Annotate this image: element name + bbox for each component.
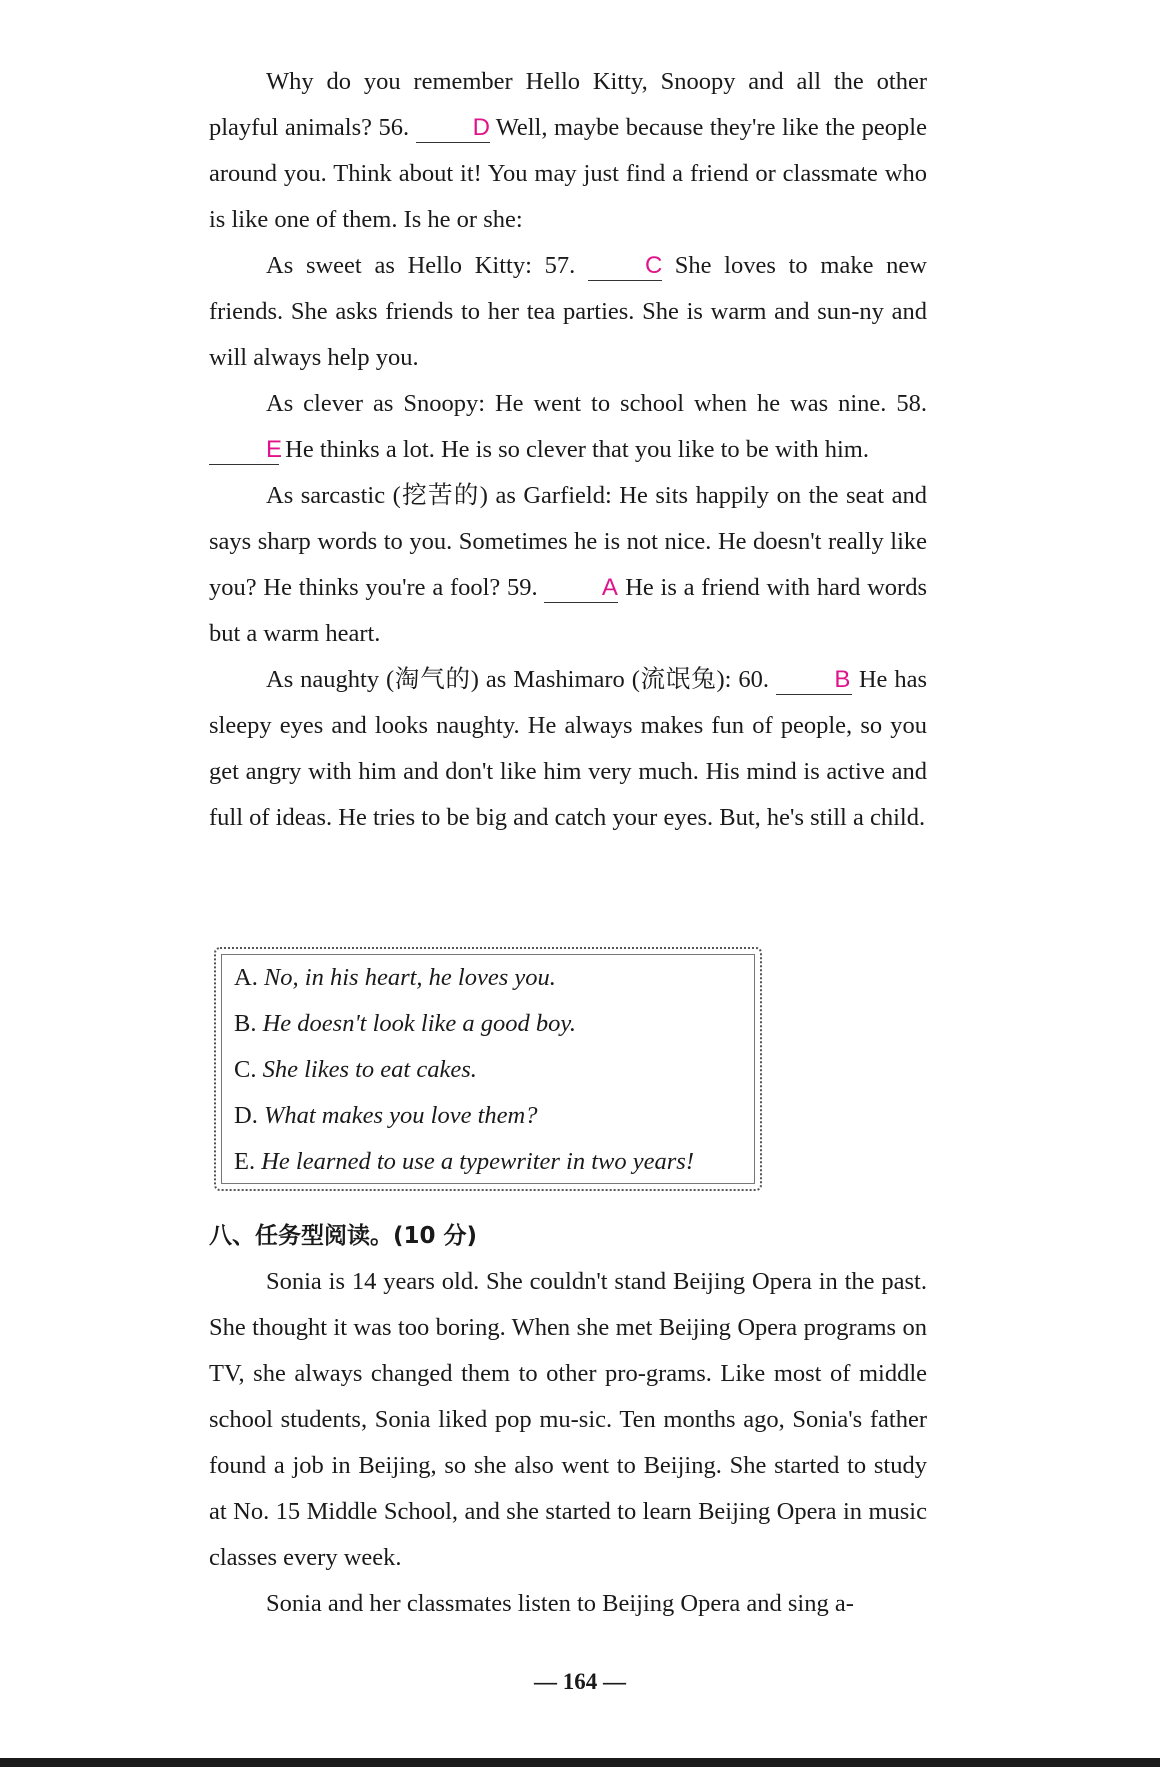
answer-blank-56[interactable]: D (416, 114, 490, 143)
option-d: D. What makes you love them? (234, 1102, 538, 1129)
paragraph-mashimaro: As naughty (淘气的) as Mashimaro (流氓兔): 60. B He has sleepy eyes and looks naughty. He always makes fun of people, so you get angry with him and don't like him very much. His mind is active and full of ideas. He tries to be big and catch your eyes. But, he's still a child. (209, 666, 927, 831)
paragraph-intro: Why do you remember Hello Kitty, Snoopy and all the other playful animals? 56. D Well, maybe because they're like the people around you. Think about it! You may just find a friend or classmate who is like one of them. Is he or she: (209, 68, 927, 233)
paragraph-snoopy: As clever as Snoopy: He went to school when he was nine. 58. E He thinks a lot. He is so clever that you like to be with him. (209, 381, 927, 473)
bottom-bar (0, 1758, 1160, 1767)
paragraph-sonia-1: Sonia is 14 years old. She couldn't stand Beijing Opera in the past. She thought it was too boring. When she met Beijing Opera programs on TV, she always changed them to other pro-grams. Like most of middle school students, Sonia liked pop mu-sic. Ten months ago, Sonia's father found a job in Beijing, so she also went to Beijing. She started to study at No. 15 Middle School, and she started to learn Beijing Opera in music classes every week. (209, 1268, 927, 1571)
option-e: E. He learned to use a typewriter in two years! (234, 1148, 694, 1175)
answer-blank-58[interactable]: E (209, 436, 279, 465)
option-c: C. She likes to eat cakes. (234, 1056, 477, 1083)
options-box (214, 947, 762, 1191)
answer-blank-59[interactable]: A (544, 574, 618, 603)
section-heading: 八、任务型阅读。(10 分) (209, 1223, 478, 1249)
option-a: A. No, in his heart, he loves you. (234, 964, 556, 991)
paragraph-garfield: As sarcastic (挖苦的) as Garfield: He sits happily on the seat and says sharp words to you. Sometimes he is not nice. He doesn't really like you? He thinks you're a fool? 59. A He is a friend with hard words but a warm heart. (209, 482, 927, 647)
paragraph-sonia-2: Sonia and her classmates listen to Beijing Opera and sing a- (266, 1590, 854, 1617)
option-b: B. He doesn't look like a good boy. (234, 1010, 577, 1037)
reading-passage (209, 59, 927, 841)
page-number: — 164 — (534, 1669, 626, 1694)
task-reading-section (209, 1213, 927, 1627)
paragraph-hello-kitty: As sweet as Hello Kitty: 57. C She loves to make new friends. She asks friends to her tea parties. She is warm and sun-ny and will always help you. (209, 252, 927, 371)
answer-blank-60[interactable]: B (776, 666, 852, 695)
answer-blank-57[interactable]: C (588, 252, 662, 281)
